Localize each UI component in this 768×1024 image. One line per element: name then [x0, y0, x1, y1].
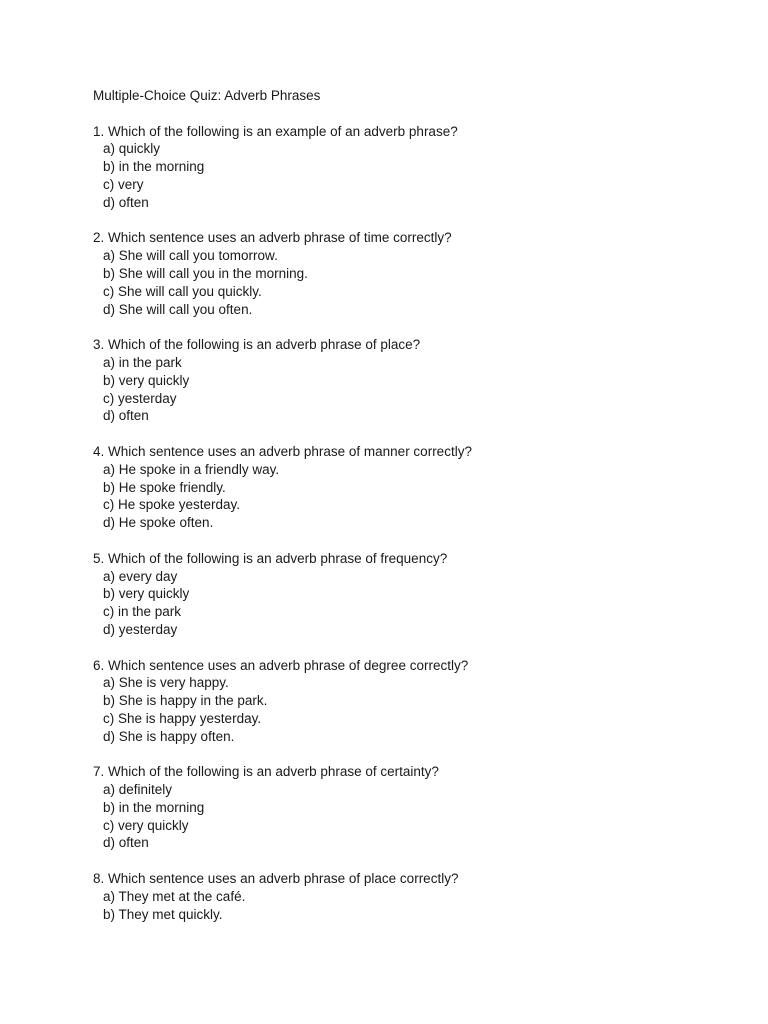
question-text: 5. Which of the following is an adverb phrase of frequency?	[93, 550, 448, 566]
question-3	[93, 336, 733, 425]
answer-option: c) She will call you quickly.	[103, 283, 262, 299]
document-title: Multiple-Choice Quiz: Adverb Phrases	[93, 88, 321, 103]
question-text: 6. Which sentence uses an adverb phrase of degree correctly?	[93, 657, 469, 673]
answer-option: b) He spoke friendly.	[103, 479, 226, 495]
answer-option: c) very quickly	[103, 817, 189, 833]
question-1	[93, 123, 733, 212]
question-5	[93, 550, 733, 639]
question-text: 2. Which sentence uses an adverb phrase of time correctly?	[93, 230, 452, 246]
question-text: 8. Which sentence uses an adverb phrase of place correctly?	[93, 871, 459, 887]
question-text: 3. Which of the following is an adverb phrase of place?	[93, 337, 421, 353]
answer-option: a) She is very happy.	[103, 675, 229, 691]
answer-option: a) every day	[103, 568, 178, 584]
answer-option: a) quickly	[103, 141, 161, 157]
answer-option: b) very quickly	[103, 372, 190, 388]
answer-option: b) in the morning	[103, 799, 205, 815]
answer-option: a) in the park	[103, 354, 182, 370]
answer-option: d) She is happy often.	[103, 728, 235, 744]
document-page	[93, 87, 733, 941]
answer-option: d) often	[103, 835, 149, 851]
answer-option: a) definitely	[103, 782, 173, 798]
answer-option: b) They met quickly.	[103, 906, 223, 922]
answer-option: c) in the park	[103, 604, 182, 620]
question-text: 1. Which of the following is an example of an adverb phrase?	[93, 123, 458, 139]
answer-option: d) She will call you often.	[103, 301, 253, 317]
question-text: 7. Which of the following is an adverb phrase of certainty?	[93, 764, 439, 780]
answer-option: b) She will call you in the morning.	[103, 265, 308, 281]
answer-option: d) often	[103, 408, 149, 424]
question-7	[93, 763, 733, 852]
answer-option: b) in the morning	[103, 159, 205, 175]
answer-option: b) very quickly	[103, 586, 190, 602]
answer-option: a) He spoke in a friendly way.	[103, 461, 280, 477]
answer-option: c) He spoke yesterday.	[103, 497, 241, 513]
question-2	[93, 229, 733, 318]
question-4	[93, 443, 733, 532]
question-8	[93, 870, 733, 923]
answer-option: b) She is happy in the park.	[103, 693, 268, 709]
answer-option: c) yesterday	[103, 390, 177, 406]
answer-option: c) She is happy yesterday.	[103, 710, 262, 726]
answer-option: d) often	[103, 194, 149, 210]
answer-option: d) He spoke often.	[103, 515, 214, 531]
question-6	[93, 657, 733, 746]
answer-option: a) They met at the café.	[103, 888, 246, 904]
question-text: 4. Which sentence uses an adverb phrase of manner correctly?	[93, 443, 472, 459]
answer-option: a) She will call you tomorrow.	[103, 248, 278, 264]
answer-option: d) yesterday	[103, 621, 178, 637]
answer-option: c) very	[103, 176, 144, 192]
